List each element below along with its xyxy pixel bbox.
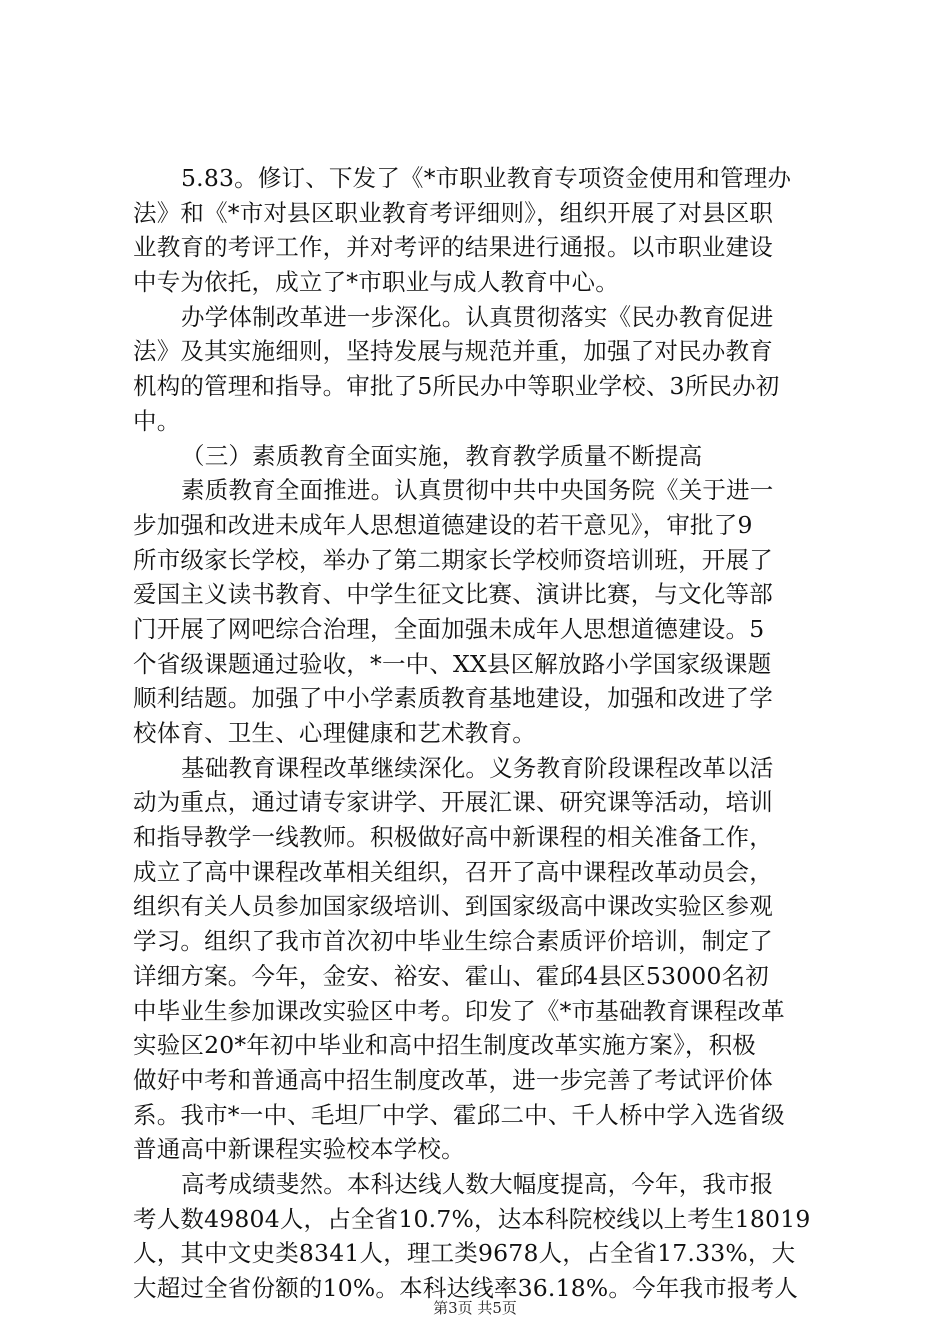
text-line: 中。 [133, 406, 181, 435]
text-line: 个省级课题通过验收，*一中、XX县区解放路小学国家级课题 [133, 649, 772, 678]
text-line: 中毕业生参加课改实验区中考。印发了《*市基础教育课程改革 [133, 996, 785, 1025]
text-line: 办学体制改革进一步深化。认真贯彻落实《民办教育促进 [181, 302, 774, 331]
text-line: 大超过全省份额的10%。本科达线率36.18%。今年我市报考人 [133, 1274, 799, 1302]
text-line: 门开展了网吧综合治理，全面加强未成年人思想道德建设。5 [133, 614, 765, 643]
text-line: 普通高中新课程实验校本学校。 [133, 1135, 465, 1164]
page-number-footer: 第3页 共5页 [433, 1299, 517, 1317]
text-line: 和指导教学一线教师。积极做好高中新课程的相关准备工作， [133, 823, 773, 852]
text-line: 法》及其实施细则，坚持发展与规范并重，加强了对民办教育 [133, 337, 773, 366]
text-line: 所市级家长学校，举办了第二期家长学校师资培训班，开展了 [133, 545, 773, 574]
text-line: 考人数49804人，占全省10.7%，达本科院校线以上考生18019 [133, 1204, 811, 1233]
section-heading: （三）素质教育全面实施，教育教学质量不断提高 [181, 441, 703, 470]
text-line: 5.83。修订、下发了《*市职业教育专项资金使用和管理办 [181, 164, 792, 192]
text-line: 机构的管理和指导。审批了5所民办中等职业学校、3所民办初 [133, 372, 780, 401]
text-line: 高考成绩斐然。本科达线人数大幅度提高，今年，我市报 [181, 1169, 774, 1198]
text-line: 中专为依托，成立了*市职业与成人教育中心。 [133, 268, 619, 297]
text-line: 做好中考和普通高中招生制度改革，进一步完善了考试评价体 [133, 1065, 773, 1094]
text-line: 人，其中文史类8341人，理工类9678人，占全省17.33%，大 [133, 1239, 796, 1268]
text-line: 校体育、卫生、心理健康和艺术教育。 [133, 719, 536, 747]
text-line: 组织有关人员参加国家级培训、到国家级高中课改实验区参观 [133, 892, 773, 921]
text-line: 成立了高中课程改革相关组织，召开了高中课程改革动员会， [133, 857, 773, 886]
text-line: 顺利结题。加强了中小学素质教育基地建设，加强和改进了学 [133, 684, 773, 713]
text-line: 业教育的考评工作，并对考评的结果进行通报。以市职业建设 [133, 233, 773, 262]
body-text [133, 161, 823, 1306]
text-line: 详细方案。今年，金安、裕安、霍山、霍邱4县区53000名初 [133, 961, 770, 990]
text-line: 学习。组织了我市首次初中毕业生综合素质评价培训，制定了 [133, 927, 773, 956]
text-line: 素质教育全面推进。认真贯彻中共中央国务院《关于进一 [181, 476, 774, 505]
text-line: 系。我市*一中、毛坦厂中学、霍邱二中、千人桥中学入选省级 [133, 1100, 785, 1129]
text-line: 步加强和改进未成年人思想道德建设的若干意见》，审批了9 [133, 510, 753, 539]
text-line: 动为重点，通过请专家讲学、开展汇课、研究课等活动，培训 [133, 788, 773, 817]
text-line: 基础教育课程改革继续深化。义务教育阶段课程改革以活 [181, 753, 774, 782]
text-line: 法》和《*市对县区职业教育考评细则》，组织开展了对县区职 [133, 198, 774, 227]
text-line: 实验区20*年初中毕业和高中招生制度改革实施方案》，积极 [133, 1031, 757, 1060]
text-line: 爱国主义读书教育、中学生征文比赛、演讲比赛，与文化等部 [133, 580, 773, 609]
